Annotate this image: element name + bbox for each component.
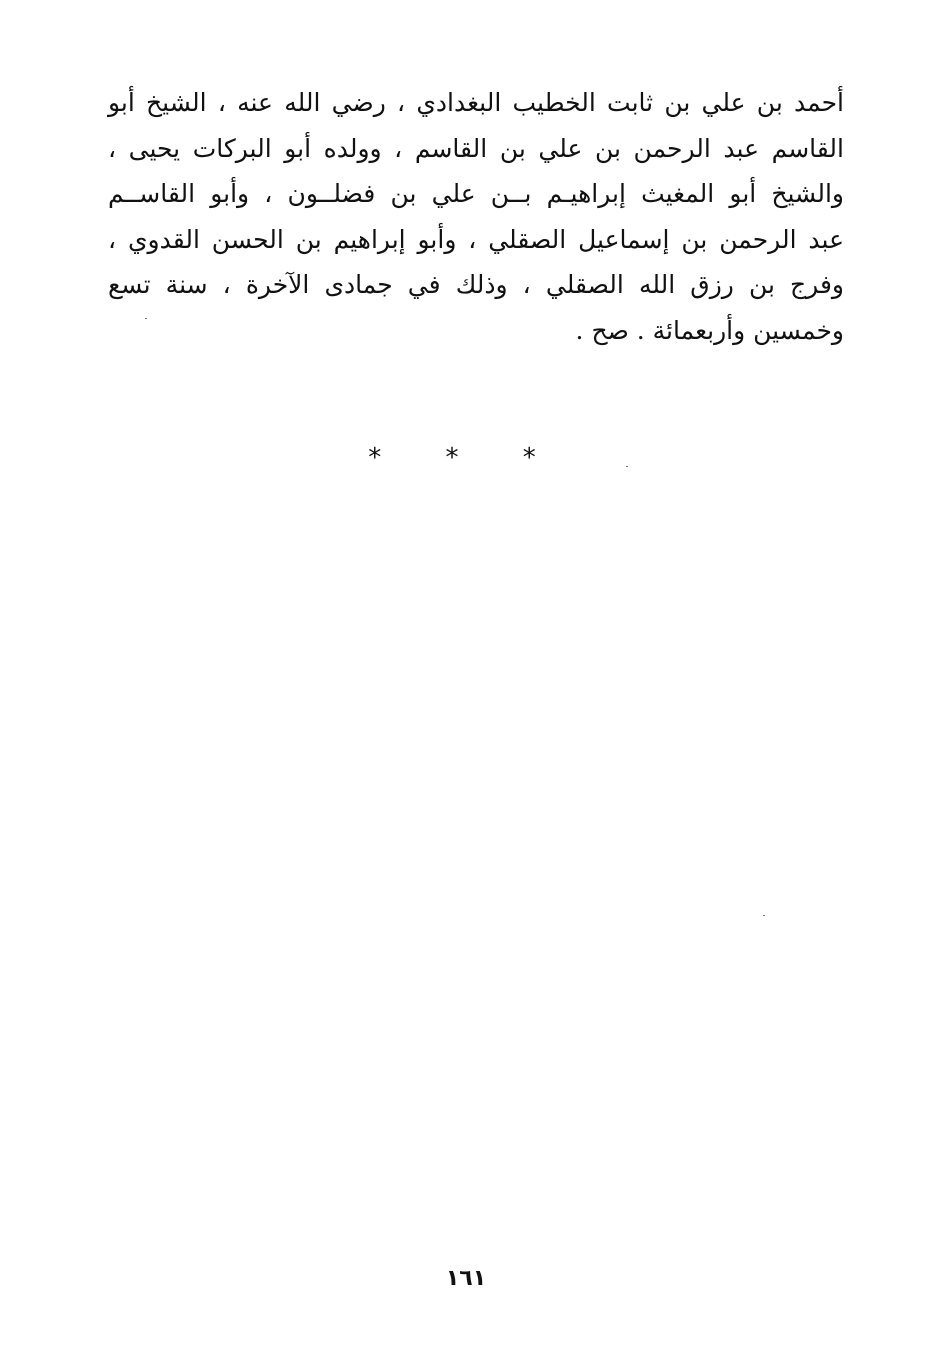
text-line: والشيخ أبو المغيث إبراهيـم بــن علي بن فضلــون ، وأبو القاســم <box>108 179 844 208</box>
section-separator: * * * <box>368 443 564 473</box>
page-number: ١٦١ <box>445 1266 487 1291</box>
text-line: وخمسين وأربعمائة . صح . <box>575 315 844 345</box>
text-line: وفرج بن رزق الله الصقلي ، وذلك في جمادى الآخرة ، سنة تسع <box>108 270 844 299</box>
scan-speck <box>145 318 147 319</box>
scan-speck <box>763 915 765 916</box>
text-line: أحمد بن علي بن ثابت الخطيب البغدادي ، رضي الله عنه ، الشيخ أبو <box>108 88 844 117</box>
text-line: عبد الرحمن بن إسماعيل الصقلي ، وأبو إبراهيم بن الحسن القدوي ، <box>108 224 844 254</box>
scan-speck <box>626 466 628 467</box>
body-paragraph <box>108 80 844 353</box>
text-line: القاسم عبد الرحمن بن علي بن القاسم ، وولده أبو البركات يحيى ، <box>108 133 844 163</box>
